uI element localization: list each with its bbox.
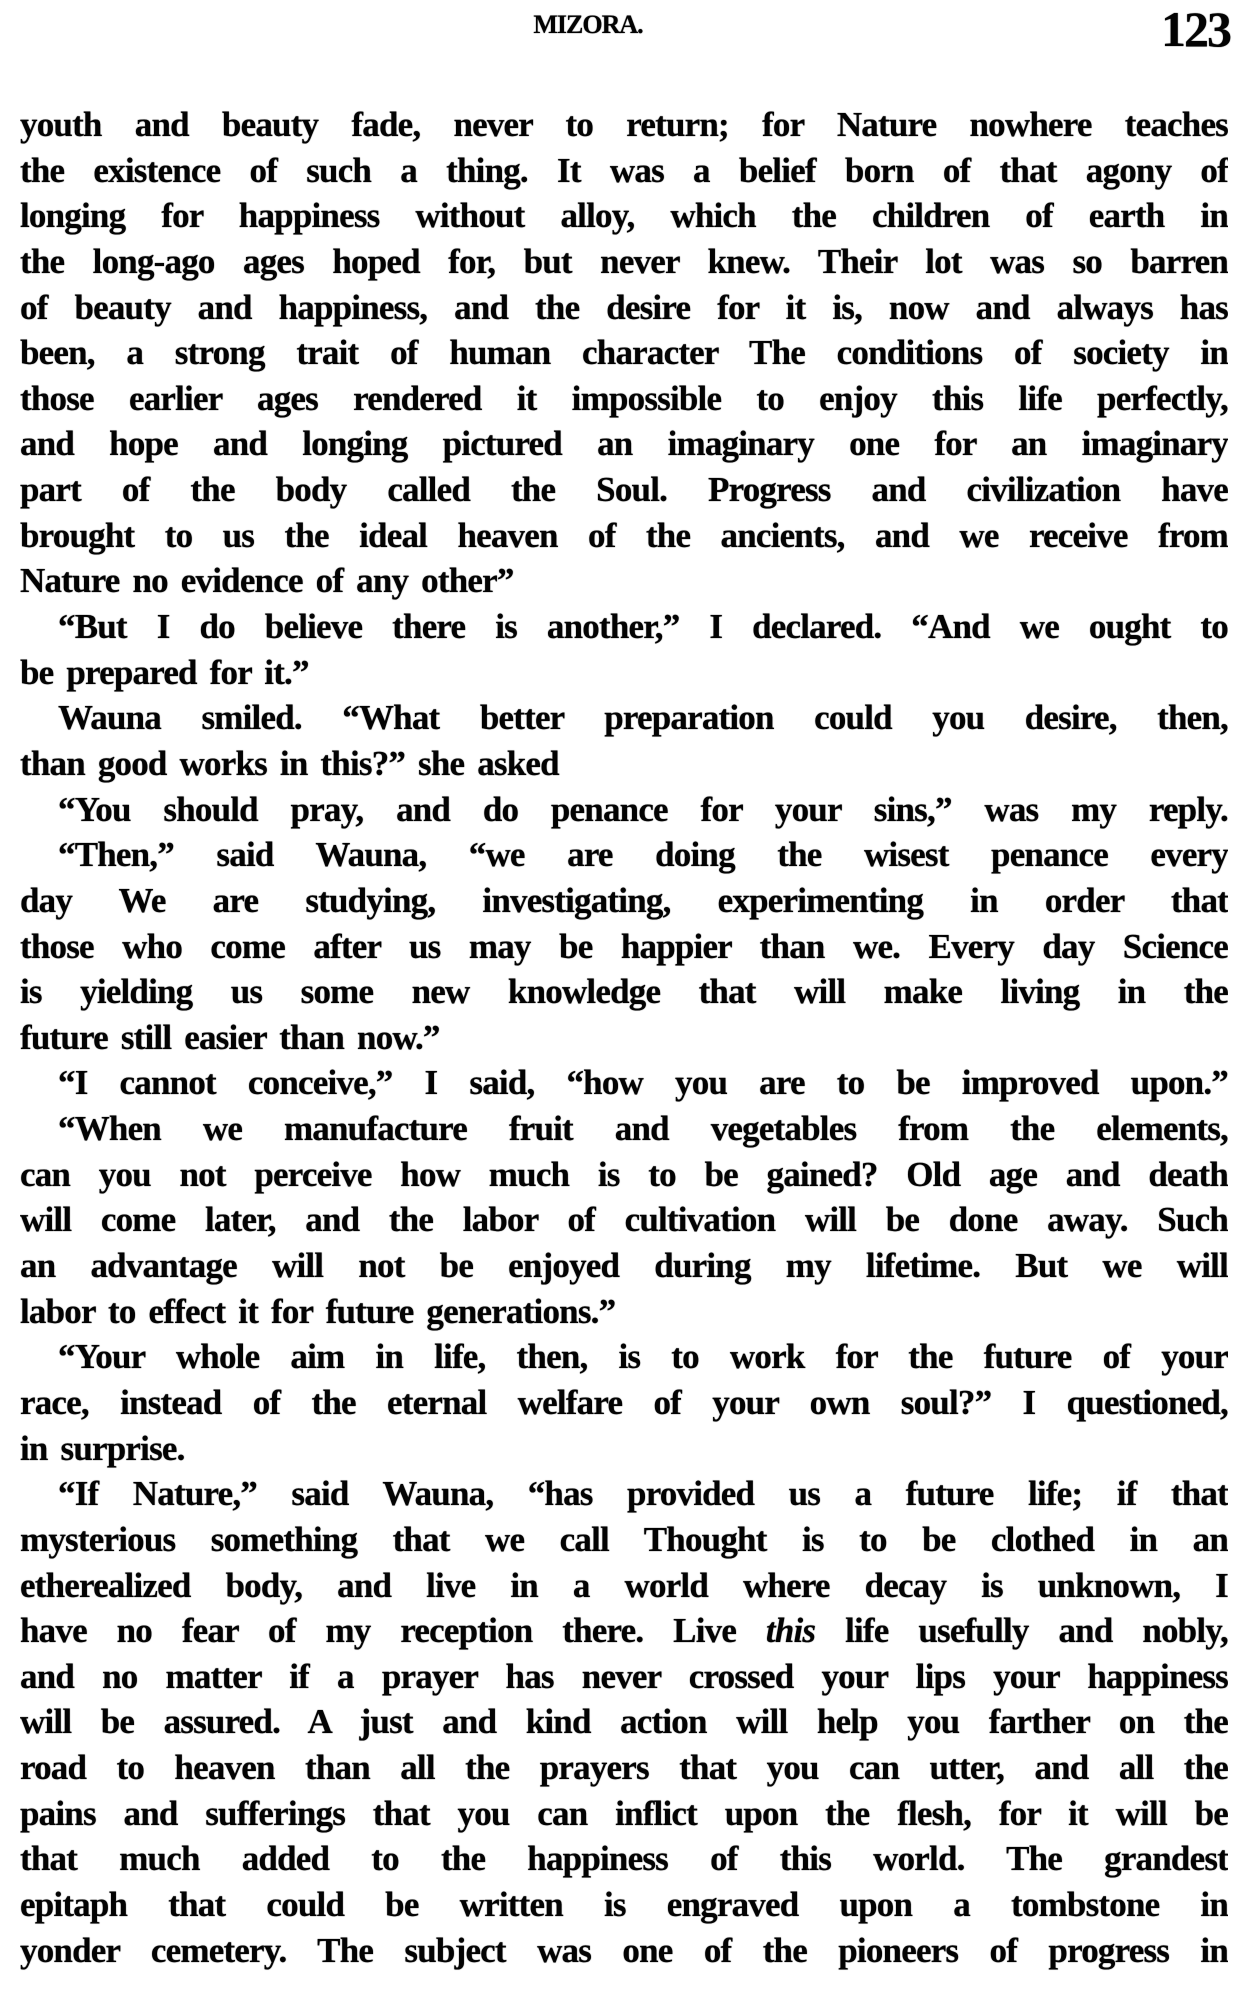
text-line: etherealized body, and live in a world where decay is unknown, I [20, 1565, 1228, 1605]
paragraph [20, 1060, 1228, 1106]
page-number: 123 [1161, 1, 1230, 57]
text-line: pains and sufferings that you can inflict upon the flesh, for it will be [20, 1793, 1228, 1833]
text-line: “Your whole aim in life, then, is to work for the future of your [58, 1337, 1228, 1377]
text-line: will be assured. A just and kind action will help you farther on the [20, 1702, 1228, 1742]
paragraph [20, 695, 1228, 786]
paragraph [20, 1471, 1228, 1973]
text-line: is yielding us some new knowledge that will make living in the [20, 972, 1228, 1012]
text-line: brought to us the ideal heaven of the ancients, and we receive from [20, 515, 1228, 555]
text-line: Nature no evidence of any other” [20, 561, 514, 601]
text-line: those earlier ages rendered it impossible to enjoy this life perfectly, [20, 378, 1228, 418]
text-line: “I cannot conceive,” I said, “how you are to be improved upon.” [58, 1063, 1228, 1103]
text-line: of beauty and happiness, and the desire for it is, now and always has [20, 287, 1228, 327]
text-line: Wauna smiled. “What better preparation could you desire, then, [58, 698, 1228, 738]
paragraph [20, 1106, 1228, 1334]
text-line: yonder cemetery. The subject was one of the pioneers of progress in [20, 1930, 1228, 1970]
text-line: longing for happiness without alloy, which the children of earth in [20, 196, 1228, 236]
text-line: the existence of such a thing. It was a belief born of that agony of [20, 150, 1228, 190]
text-line: and hope and longing pictured an imaginary one for an imaginary [20, 424, 1228, 464]
text-line: and no matter if a prayer has never crossed your lips your happiness [20, 1656, 1228, 1696]
text-line: “When we manufacture fruit and vegetables from the elements, [58, 1109, 1228, 1149]
text-line: “You should pray, and do penance for your sins,” was my reply. [58, 789, 1228, 829]
text-line: than good works in this?” she asked [20, 743, 559, 783]
paragraph [20, 102, 1228, 604]
page-text [20, 102, 1228, 1973]
text-line: road to heaven than all the prayers that you can utter, and all the [20, 1748, 1228, 1788]
text-line: mysterious something that we call Thought is to be clothed in an [20, 1519, 1228, 1559]
text-line: labor to effect it for future generations.” [20, 1291, 616, 1331]
text-line: will come later, and the labor of cultivation will be done away. Such [20, 1200, 1228, 1240]
text-line: in surprise. [20, 1428, 185, 1468]
text-line: race, instead of the eternal welfare of your own soul?” I questioned, [20, 1382, 1228, 1422]
paragraph [20, 604, 1228, 695]
text-line: future still easier than now.” [20, 1017, 440, 1057]
running-title: MIZORA. [533, 10, 643, 39]
text-line: “But I do believe there is another,” I declared. “And we ought to [58, 607, 1228, 647]
paragraph [20, 1334, 1228, 1471]
text-line: been, a strong trait of human character The conditions of society in [20, 333, 1228, 373]
text-line: those who come after us may be happier than we. Every day Science [20, 926, 1228, 966]
page-header [0, 0, 1246, 70]
text-line: day We are studying, investigating, experimenting in order that [20, 880, 1228, 920]
text-line: that much added to the happiness of this world. The grandest [20, 1839, 1228, 1879]
text-line: “If Nature,” said Wauna, “has provided us a future life; if that [58, 1474, 1228, 1514]
text-line: can you not perceive how much is to be gained? Old age and death [20, 1154, 1228, 1194]
text-line: an advantage will not be enjoyed during my lifetime. But we will [20, 1246, 1228, 1286]
text-line: have no fear of my reception there. Live this life usefully and nobly, [20, 1611, 1228, 1651]
text-line: be prepared for it.” [20, 652, 309, 692]
text-line: “Then,” said Wauna, “we are doing the wisest penance every [58, 835, 1228, 875]
paragraph [20, 787, 1228, 833]
text-line: epitaph that could be written is engraved upon a tombstone in [20, 1884, 1228, 1924]
text-line: the long-ago ages hoped for, but never knew. Their lot was so barren [20, 241, 1228, 281]
paragraph [20, 832, 1228, 1060]
text-line: youth and beauty fade, never to return; for Nature nowhere teaches [20, 105, 1228, 144]
text-line: part of the body called the Soul. Progress and civilization have [20, 470, 1228, 510]
